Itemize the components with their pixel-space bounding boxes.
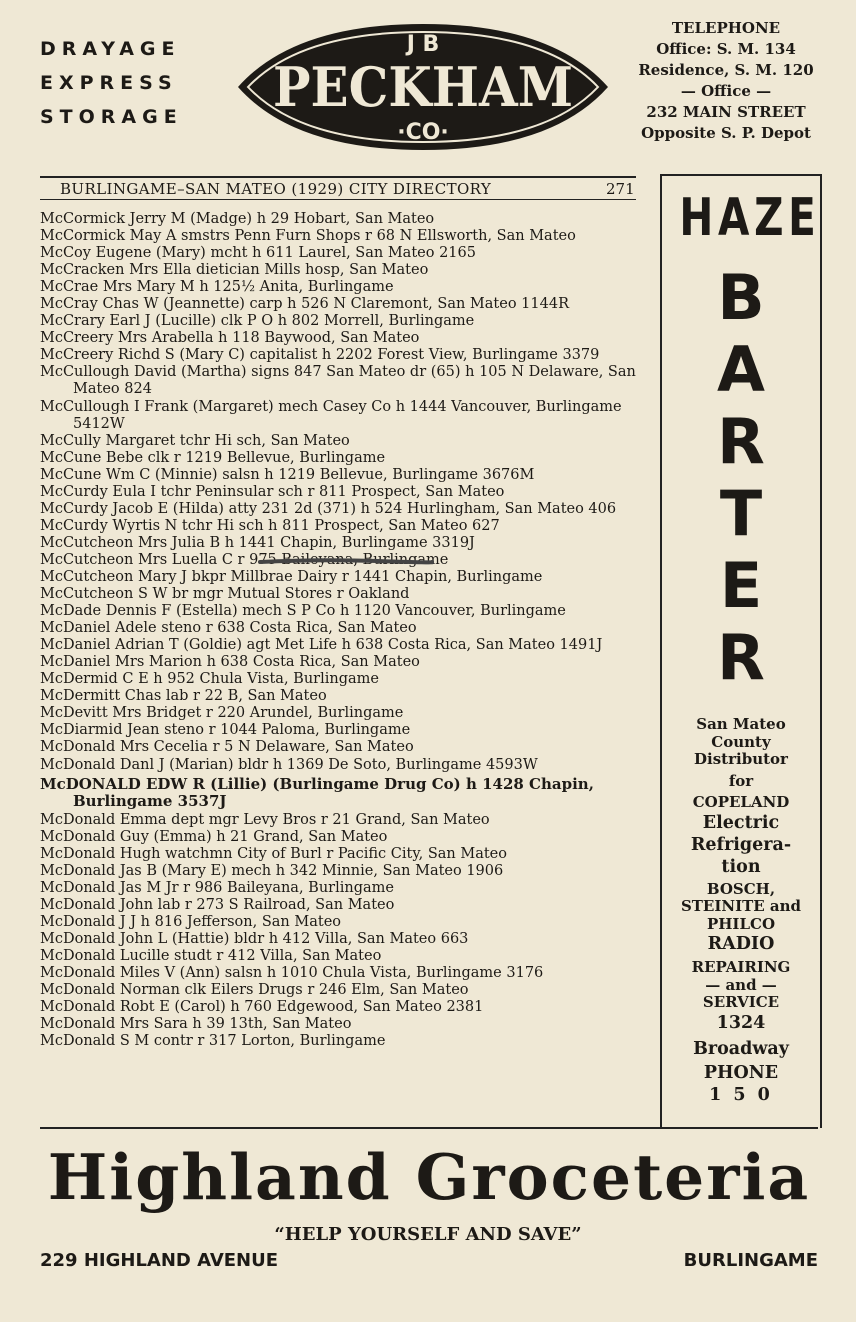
ad-line: SERVICE — [702, 993, 780, 1011]
directory-entry: McCormick Jerry M (Madge) h 29 Hobart, San Mateo — [40, 211, 435, 227]
contact-line: Residence, S. M. 120 — [638, 61, 814, 79]
directory-entry: McDonald Guy (Emma) h 21 Grand, San Mateo — [40, 828, 388, 845]
logo-bottom-text: ·CO· — [397, 120, 449, 145]
directory-entry: McCurdy Eula I tchr Peninsular sch r 811 Prospect, San Mateo — [40, 483, 505, 500]
directory-entry: McDaniel Adele steno r 638 Costa Rica, San Mateo — [40, 620, 417, 637]
directory-entry: McDade Dennis F (Estella) mech S P Co h 1120 Vancouver, Burlingame — [40, 603, 566, 620]
directory-entry: McDaniel Mrs Marion h 638 Costa Rica, San Mateo — [40, 654, 420, 671]
header-rule-bottom — [40, 199, 636, 200]
directory-entry: McCrae Mrs Mary M h 125½ Anita, Burlingame — [40, 279, 394, 296]
bottom-rule — [40, 1127, 818, 1129]
ad-line: REPAIRING — [691, 958, 791, 976]
directory-entry: McDermitt Chas lab r 22 B, San Mateo — [40, 688, 327, 705]
haze-title: HAZE — [679, 188, 821, 248]
directory-entry: McDonald Jas B (Mary E) mech h 342 Minnie, San Mateo 1906 — [40, 862, 504, 879]
directory-entry: McDonald Jas M Jr r 986 Baileyana, Burlingame — [40, 879, 394, 896]
directory-entry: McCrary Earl J (Lucille) clk P O h 802 Morrell, Burlingame — [40, 313, 475, 330]
ad-line: RADIO — [707, 934, 775, 954]
directory-entry: McDonald Danl J (Marian) bldr h 1369 De Soto, Burlingame 4593W — [40, 756, 538, 773]
directory-entry: McCune Bebe clk r 1219 Bellevue, Burlingame — [40, 449, 386, 466]
directory-entry: McDonald Miles V (Ann) salsn h 1010 Chula Vista, Burlingame 3176 — [40, 965, 544, 982]
directory-entry: McCully Margaret tchr Hi sch, San Mateo — [40, 432, 350, 449]
ad-line: County — [711, 732, 771, 751]
directory-entry: McDonald J J h 816 Jefferson, San Mateo — [40, 913, 342, 930]
ad-line: STEINITE and — [680, 897, 802, 915]
directory-entry: McCurdy Jacob E (Hilda) atty 231 2d (371) h 524 Hurlingham, San Mateo 406 — [40, 500, 617, 517]
barter-letter: R — [717, 405, 765, 478]
directory-entry: McDonald Robt E (Carol) h 760 Edgewood, San Mateo 2381 — [40, 999, 484, 1016]
ad-line: 1 5 0 — [709, 1084, 773, 1105]
directory-entry: McCormick May A smstrs Penn Furn Shops r 68 N Ellsworth, San Mateo — [40, 228, 576, 245]
ad-line: PHILCO — [706, 914, 776, 933]
directory-entry: McCreery Mrs Arabella h 118 Baywood, San Mateo — [40, 330, 420, 347]
directory-entry: McCutcheon Mary J bkpr Millbrae Dairy r 1441 Chapin, Burlingame — [40, 568, 543, 585]
directory-entry: McDonald Lucille studt r 412 Villa, San Mateo — [40, 948, 382, 965]
logo-top-text: J B — [406, 32, 440, 57]
barter-letter: R — [717, 621, 765, 694]
ad-line: for — [728, 771, 754, 790]
directory-entry: McCutcheon Mrs Julia B h 1441 Chapin, Burlingame 3319J — [40, 534, 475, 551]
barter-title — [662, 262, 820, 694]
groceteria-title: Highland Groceteria — [47, 1140, 811, 1214]
directory-entry: McCracken Mrs Ella dietician Mills hosp, San Mateo — [40, 262, 429, 279]
pencil-underline — [258, 558, 434, 565]
directory-listing — [40, 211, 638, 1050]
peckham-logo — [234, 18, 612, 156]
directory-entry: McCutcheon Mrs Luella C r 975 Baileyana, Burlingame — [40, 551, 449, 568]
haze-barter-ad — [660, 174, 822, 1128]
ad-line: PHONE — [703, 1062, 779, 1083]
directory-entry: McDONALD EDW R (Lillie) (Burlingame Drug Co) h 1428 Chapin, Burlingame 3537J — [40, 774, 594, 810]
groceteria-address: 229 HIGHLAND AVENUE — [40, 1250, 279, 1271]
services-list — [40, 32, 183, 134]
service-item: EXPRESS — [40, 72, 178, 94]
header-rule-top — [40, 176, 636, 178]
groceteria-city: BURLINGAME — [683, 1250, 818, 1271]
barter-letter: E — [719, 549, 763, 622]
ad-line: 1324 — [716, 1012, 766, 1033]
page-number: 271 — [606, 180, 635, 198]
groceteria-slogan: “HELP YOURSELF AND SAVE” — [274, 1224, 582, 1245]
directory-entry: McDaniel Adrian T (Goldie) agt Met Life h 638 Costa Rica, San Mateo 1491J — [40, 637, 603, 654]
contact-line: — Office — — [680, 82, 772, 100]
contact-line: Office: S. M. 134 — [656, 40, 796, 58]
ad-line: COPELAND — [692, 793, 790, 811]
barter-letter: A — [717, 333, 765, 406]
barter-letter: T — [719, 477, 763, 550]
directory-entry: McDermid C E h 952 Chula Vista, Burlingame — [40, 671, 379, 688]
directory-entry: McDiarmid Jean steno r 1044 Paloma, Burlingame — [40, 722, 411, 739]
logo-main-text: PECKHAM — [273, 55, 573, 119]
contact-line: 232 MAIN STREET — [646, 103, 806, 121]
ad-line: tion — [721, 856, 761, 877]
ad-line: Refrigera- — [690, 834, 792, 855]
directory-entry: McDevitt Mrs Bridget r 220 Arundel, Burlingame — [40, 705, 404, 722]
directory-entry: McDonald S M contr r 317 Lorton, Burlingame — [40, 1033, 386, 1050]
service-item: STORAGE — [40, 106, 183, 128]
directory-entry: McDonald Norman clk Eilers Drugs r 246 Elm, San Mateo — [40, 982, 469, 999]
directory-entry: McCoy Eugene (Mary) mcht h 611 Laurel, San Mateo 2165 — [40, 245, 476, 262]
contact-line: TELEPHONE — [671, 19, 781, 37]
barter-letter: B — [717, 261, 765, 334]
ad-line: Distributor — [694, 750, 788, 768]
directory-entry: McCullough I Frank (Margaret) mech Casey Co h 1444 Vancouver, Burlingame 5412W — [40, 398, 622, 432]
ad-line: Electric — [702, 812, 780, 833]
directory-entry: McCullough David (Martha) signs 847 San Mateo dr (65) h 105 N Delaware, San Mateo 824 — [40, 364, 636, 398]
directory-entry: McCurdy Wyrtis N tchr Hi sch h 811 Prospect, San Mateo 627 — [40, 517, 500, 534]
ad-line: San Mateo — [696, 715, 786, 733]
service-item: DRAYAGE — [40, 38, 181, 60]
directory-entry: McDonald John L (Hattie) bldr h 412 Villa, San Mateo 663 — [40, 930, 469, 947]
ad-details — [662, 716, 820, 1106]
directory-entry: McDonald Emma dept mgr Levy Bros r 21 Grand, San Mateo — [40, 811, 490, 828]
directory-entry: McDonald John lab r 273 S Railroad, San Mateo — [40, 896, 395, 913]
directory-entry: McCreery Richd S (Mary C) capitalist h 2202 Forest View, Burlingame 3379 — [40, 347, 600, 364]
contact-line: Opposite S. P. Depot — [641, 124, 811, 142]
directory-entry: McCune Wm C (Minnie) salsn h 1219 Bellevue, Burlingame 3676M — [40, 466, 535, 483]
directory-entry: McCutcheon S W br mgr Mutual Stores r Oakland — [40, 586, 410, 603]
contact-info — [626, 18, 826, 144]
directory-entry: McDonald Mrs Cecelia r 5 N Delaware, San Mateo — [40, 739, 414, 756]
ad-line: Broadway — [693, 1038, 789, 1059]
directory-title: BURLINGAME–SAN MATEO (1929) CITY DIRECTORY — [60, 180, 492, 198]
directory-entry: McCray Chas W (Jeannette) carp h 526 N Claremont, San Mateo 1144R — [40, 296, 569, 313]
directory-entry: McDonald Mrs Sara h 39 13th, San Mateo — [40, 1016, 352, 1033]
ad-line: — and — — [705, 975, 777, 994]
ad-line: BOSCH, — [706, 879, 776, 898]
directory-entry: McDonald Hugh watchmn City of Burl r Pacific City, San Mateo — [40, 845, 507, 862]
